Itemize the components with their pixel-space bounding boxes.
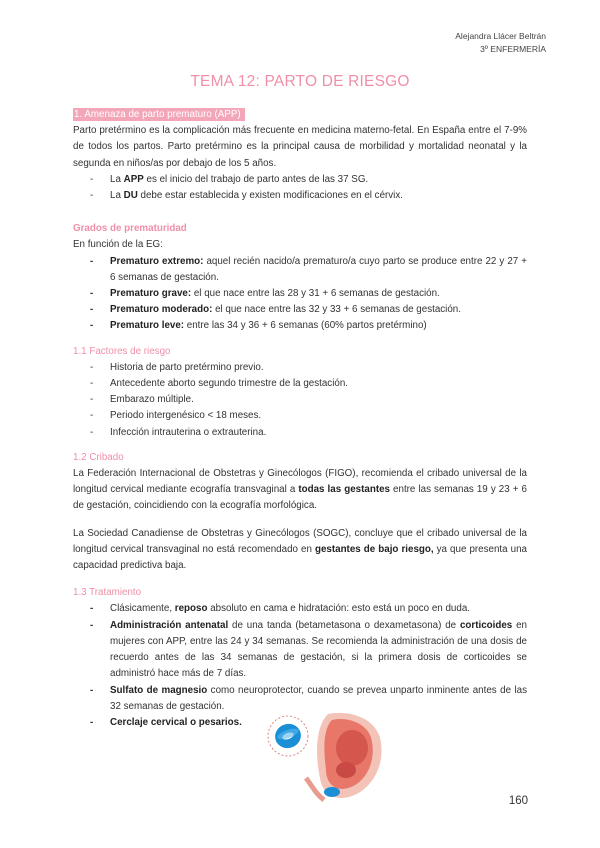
uterus-fetus-icon: [306, 713, 382, 800]
list-item: - Prematuro extremo: aquel recién nacido/a prematuro/a cuyo parto se produce entre 22 y 27 + 6 semanas de gestación.: [90, 255, 527, 283]
list-item: - Infección intrauterina o extrauterina.: [90, 426, 267, 438]
heading-grados: Grados de prematuridad: [73, 223, 187, 235]
section-app-paragraph: Parto pretérmino es la complicación más frecuente en medicina materno-fetal. En España entre el 7-9% de todos los partos. Parto pretérmino es la principal causa de morbilidad y mortalidad neonatal y la segunda en niños/as por debajo de los 5 años.: [73, 125, 527, 169]
list-item: - Antecedente aborto segundo trimestre de la gestación.: [90, 378, 349, 390]
app-bullet-list: [73, 172, 527, 204]
pessary-uterus-illustration: [266, 708, 396, 804]
list-item: - La DU debe estar establecida y existen modificaciones en el cérvix.: [90, 190, 403, 202]
list-item: - Periodo intergenésico < 18 meses.: [90, 410, 262, 422]
list-item: - Embarazo múltiple.: [90, 394, 194, 406]
cribado-paragraph-sogc: La Sociedad Canadiense de Obstetras y Ginecólogos (SOGC), concluye que el cribado universal de la longitud cervical transvaginal no está recomendado en gestantes de bajo riesgo, ya que presenta una capacidad predictiva baja.: [73, 527, 527, 572]
document-body: [73, 107, 527, 731]
list-item: - Prematuro grave: el que nace entre las 28 y 31 + 6 semanas de gestación.: [90, 288, 440, 300]
author-name: Alejandra Llácer Beltrán: [455, 31, 546, 41]
page-header: [455, 30, 546, 56]
list-item: - Prematuro leve: entre las 34 y 36 + 6 semanas (60% partos pretérmino): [90, 320, 427, 332]
cribado-paragraph-figo: La Federación Internacional de Obstetras y Ginecólogos (FIGO), recomienda el cribado universal de la longitud cervical mediante ecografía transvaginal a todas las gestantes entre las semanas 19 y 23 + 6 de gestación, coincidiendo con la ecografía morfológica.: [73, 468, 527, 512]
list-item: - Administración antenatal de una tanda (betametasona o dexametasona) de corticoides en mujeres con APP, entre las 24 y 34 semanas. Se recomienda la administración de una dosis de recuerdo antes de las 34 semanas de gestación, si la primera dosis de corticoides se administró hace más de 7 días.: [90, 619, 527, 680]
list-item: - Cerclaje cervical o pesarios.: [90, 716, 242, 728]
list-item: - Prematuro moderado: el que nace entre las 32 y 33 + 6 semanas de gestación.: [90, 304, 461, 316]
factores-list: [73, 360, 527, 441]
list-item: - La APP es el inicio del trabajo de parto antes de las 37 SG.: [90, 173, 369, 185]
list-item: - Clásicamente, reposo absoluto en cama e hidratación: esto está un poco en duda.: [90, 603, 470, 615]
pessary-icon: [268, 716, 308, 756]
page-number: 160: [508, 795, 528, 807]
course-label: 3º ENFERMERÍA: [480, 44, 546, 54]
heading-cribado: 1.2 Cribado: [73, 451, 124, 463]
list-item: - Sulfato de magnesio como neuroprotector, cuando se prevea unparto inminente antes de las 32 semanas de gestación.: [90, 684, 527, 712]
section-heading-app: 1. Amenaza de parto prematuro (APP): [73, 108, 245, 121]
heading-tratamiento: 1.3 Tratamiento: [73, 587, 142, 599]
document-title: TEMA 12: PARTO DE RIESGO: [190, 73, 410, 90]
grados-intro: En función de la EG:: [73, 239, 163, 251]
list-item: - Historia de parto pretérmino previo.: [90, 361, 264, 373]
heading-factores: 1.1 Factores de riesgo: [73, 345, 171, 357]
grados-list: [73, 254, 527, 335]
